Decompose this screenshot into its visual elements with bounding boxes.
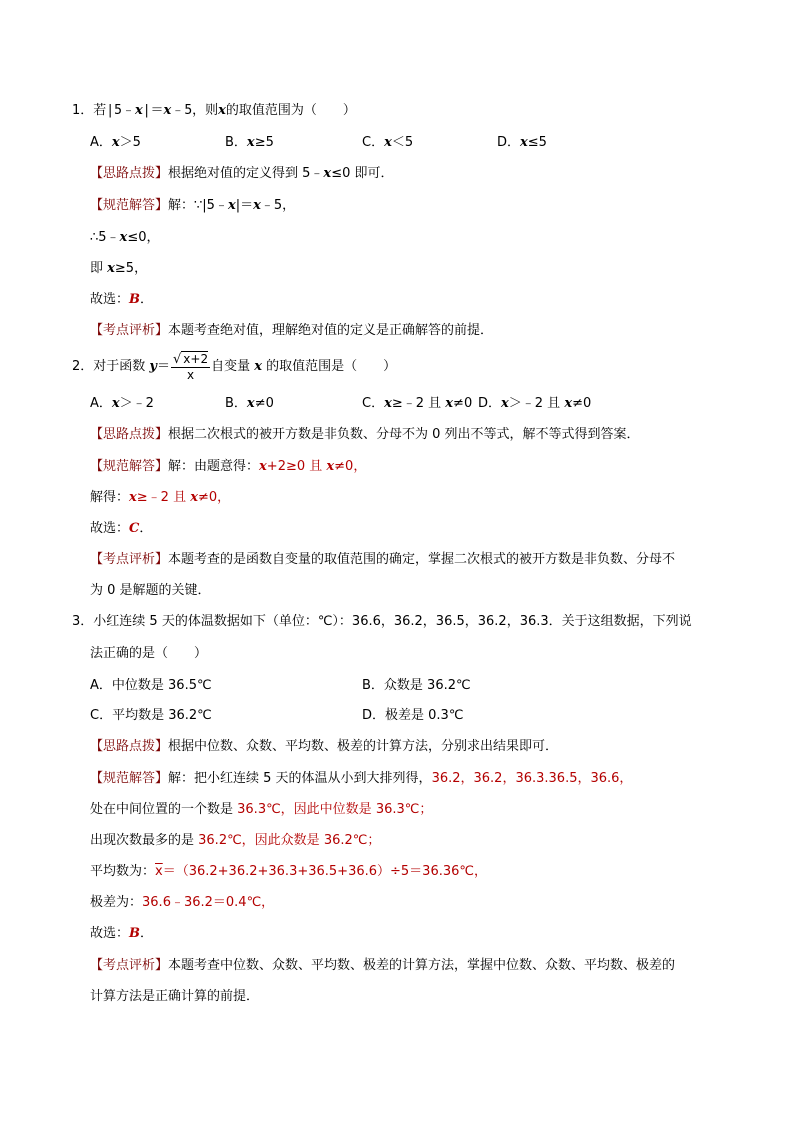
q3-review-line-2: 计算方法是正确计算的前提． xyxy=(90,989,260,1004)
q2-review-line-1: 【考点评析】本题考查的是函数自变量的取值范围的确定，掌握二次根式的被开方数是非负数、分母不 xyxy=(90,552,676,567)
q1-review: 【考点评析】本题考查绝对值，理解绝对值的定义是正确解答的前提． xyxy=(90,323,494,338)
q3-option-b[interactable]: B．众数是 36.2℃ xyxy=(362,678,471,693)
q1-step-2: 即 x≥5， xyxy=(90,261,148,276)
q3-option-d[interactable]: D．极差是 0.3℃ xyxy=(362,708,464,723)
q2-option-a[interactable]: A．x＞﹣2 xyxy=(90,396,154,411)
q3-solution: 【规范解答】解：把小红连续 5 天的体温从小到大排列得，36.2，36.2，36.3.36.5，36.6， xyxy=(90,771,633,786)
q1-option-b[interactable]: B．x≥5 xyxy=(225,135,274,150)
q2-solution: 【规范解答】解：由题意得：x+2≥0 且 x≠0， xyxy=(90,459,367,474)
q2-option-c[interactable]: C．x≥﹣2 且 x≠0 xyxy=(362,396,473,411)
q3-choice: 故选：B． xyxy=(90,926,154,941)
q3-hint: 【思路点拨】根据中位数、众数、平均数、极差的计算方法，分别求出结果即可． xyxy=(90,739,559,754)
mean-symbol: $\overline{x}$ xyxy=(155,864,163,879)
q1-stem: 1．若|5﹣x|＝x﹣5，则x的取值范围为（ ） xyxy=(72,103,356,118)
q2-number: 2． xyxy=(72,359,94,374)
q3-stem-line-1: 3．小红连续 5 天的体温数据如下（单位：℃）：36.6，36.2，36.5，36.2，36.3．关于这组数据，下列说 xyxy=(72,614,692,629)
q2-step-1: 解得：x≥﹣2 且 x≠0， xyxy=(90,490,231,505)
q1-option-c[interactable]: C．x＜5 xyxy=(362,135,414,150)
q3-option-c[interactable]: C．平均数是 36.2℃ xyxy=(90,708,212,723)
q3-step-1: 处在中间位置的一个数是 36.3℃，因此中位数是 36.3℃； xyxy=(90,802,433,817)
q1-hint: 【思路点拨】根据绝对值的定义得到 5﹣x≤0 即可． xyxy=(90,166,394,181)
q2-review-line-2: 为 0 是解题的关键． xyxy=(90,583,211,598)
q1-option-d[interactable]: D．x≤5 xyxy=(497,135,547,150)
q1-choice: 故选：B． xyxy=(90,292,154,307)
q3-stem-line-2: 法正确的是（ ） xyxy=(90,646,208,661)
q1-option-a[interactable]: A．x＞5 xyxy=(90,135,141,150)
q3-option-a[interactable]: A．中位数是 36.5℃ xyxy=(90,678,212,693)
q3-number: 3． xyxy=(72,614,94,629)
q3-review-line-1: 【考点评析】本题考查中位数、众数、平均数、极差的计算方法，掌握中位数、众数、平均数、极差的 xyxy=(90,958,676,973)
q2-option-d[interactable]: D．x＞﹣2 且 x≠0 xyxy=(478,396,592,411)
q3-step-4: 极差为：36.6﹣36.2＝0.4℃， xyxy=(90,895,275,910)
q1-step-1: ∴5﹣x≤0， xyxy=(90,230,160,245)
q3-step-2: 出现次数最多的是 36.2℃，因此众数是 36.2℃； xyxy=(90,833,381,848)
q1-number: 1． xyxy=(72,103,94,118)
q1-solution: 【规范解答】解：∵|5﹣x|＝x﹣5， xyxy=(90,198,296,213)
q2-choice: 故选：C． xyxy=(90,521,153,536)
q2-fraction: $\frac{√ x+2}{x}$ xyxy=(173,352,209,382)
q2-option-b[interactable]: B．x≠0 xyxy=(225,396,274,411)
q2-hint: 【思路点拨】根据二次根式的被开方数是非负数、分母不为 0 列出不等式，解不等式得到答案． xyxy=(90,427,640,442)
q3-step-3: 平均数为：$\overline{x}=(36.2+36.2+36.3+36.5+36.6)\div 5=36.36℃$， xyxy=(90,864,487,879)
q2-stem: 2．对于函数 y＝ $\frac{√ x+2}{x}$ 自变量 x 的取值范围是（ ） xyxy=(72,352,397,382)
